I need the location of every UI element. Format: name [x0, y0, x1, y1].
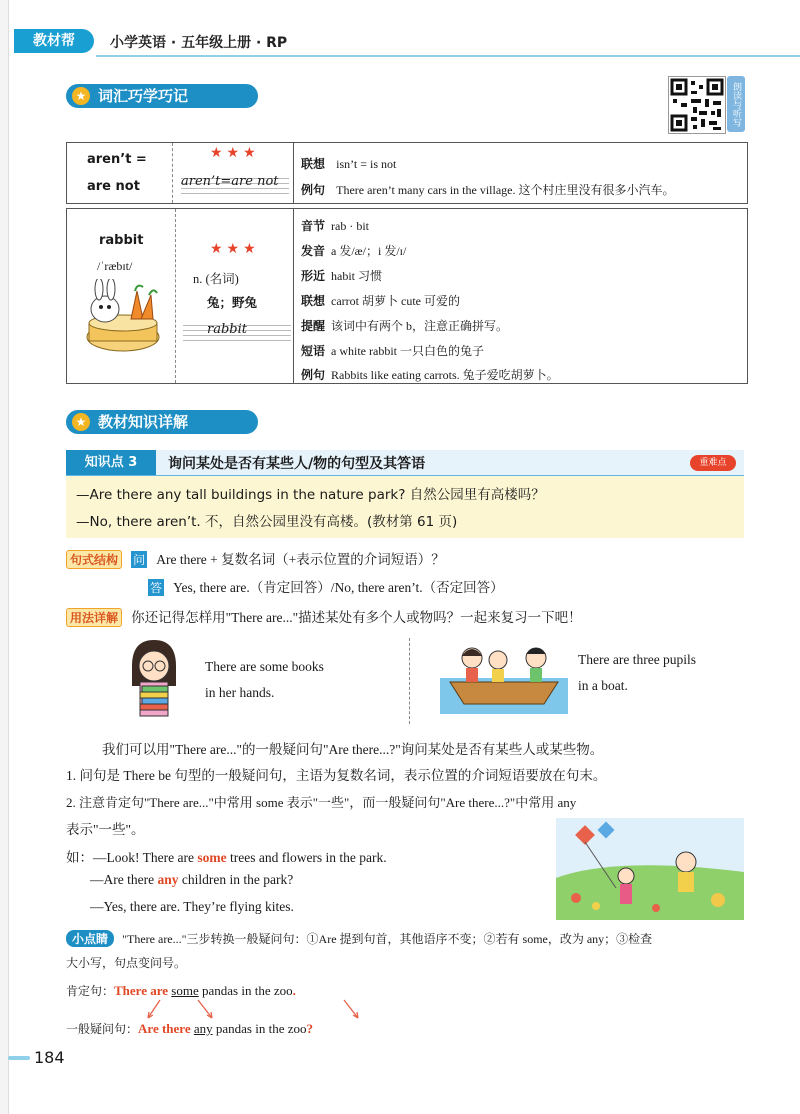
underline-any: any — [193, 1021, 213, 1036]
phonetic: /ˈræbɪt/ — [97, 259, 133, 273]
page-number-decoration — [8, 1056, 30, 1060]
example-text: trees and flowers in the park. — [226, 850, 387, 865]
handwriting-text: aren’t=are not — [181, 174, 279, 189]
transform-arrows — [140, 998, 380, 1022]
girl-with-books-illustration — [118, 636, 190, 722]
affirmative-label: 肯定句： — [66, 984, 115, 998]
brand-logo: 教材帮 — [14, 29, 94, 53]
question-mark-tag: 问 — [133, 553, 146, 567]
page-number: 184 — [34, 1048, 65, 1067]
picture-divider — [409, 638, 411, 724]
vocab-word: aren’t = — [87, 152, 147, 167]
example-sentence-3: —Yes, there are. They’re flying kites. — [90, 899, 294, 914]
question-mark: ? — [306, 1021, 313, 1036]
section-header-knowledge — [66, 410, 258, 434]
explain-intro: 我们可以用"There are..."的一般疑问句"Are there...?"询问某处是否有某些人或某些物。 — [102, 742, 604, 757]
picture-right-caption-2: in a boat. — [578, 678, 628, 693]
explain-point-1: 1. 问句是 There be 句型的一般疑问句，主语为复数名词，表示位置的介词短语要放在句末。 — [66, 768, 607, 783]
row-text: habit 习惯 — [331, 269, 383, 283]
example-text: —Are there — [90, 872, 158, 887]
period-mark: . — [292, 983, 296, 998]
boat-pupils-illustration — [440, 638, 568, 714]
explain-point-2: 2. 注意肯定句"There are..."中常用 some 表示"一些"，而一般疑问句"Are there...?"中常用 any — [66, 795, 577, 810]
row-text: Rabbits like eating carrots. 兔子爱吃胡萝卜。 — [331, 368, 559, 382]
vocab-card-arent — [66, 142, 748, 204]
row-label: 例句 — [301, 183, 326, 197]
knowledge-point-title: 询问某处是否有某些人/物的句型及其答语 — [168, 456, 426, 472]
column-divider — [293, 143, 295, 203]
highlight-some: some — [197, 850, 227, 865]
structure-question: Are there + 复数名词（+表示位置的介词短语）？ — [156, 552, 445, 567]
row-text: 该词中有两个 b，注意正确拼写。 — [331, 319, 509, 333]
rabbit-illustration — [81, 279, 171, 359]
underline-some: some — [171, 983, 199, 998]
picture-left-caption-2: in her hands. — [205, 685, 275, 700]
tip-tag: 小点睛 — [66, 930, 114, 947]
highlight-there-are: There are — [114, 983, 169, 998]
header-divider — [96, 55, 800, 57]
answer-mark-tag: 答 — [149, 581, 162, 595]
star-icon: ★ — [72, 413, 90, 431]
row-label: 短语 — [301, 344, 326, 358]
row-label: 音节 — [301, 219, 326, 233]
structure-answer: Yes, there are.（肯定回答）/No, there aren’t.（否定回答） — [173, 580, 504, 595]
picture-left-caption-1: There are some books — [205, 659, 324, 674]
row-text: rab · bit — [331, 219, 370, 233]
knowledge-example-box — [66, 476, 744, 538]
page-edge — [0, 0, 9, 1114]
book-title: 小学英语 · 五年级上册 · RP — [110, 35, 288, 51]
example-text: 如：—Look! There are — [66, 850, 198, 865]
explain-point-2-cont: 表示"一些"。 — [66, 822, 145, 837]
structure-row-question — [66, 548, 445, 569]
section-header-vocab — [66, 84, 258, 108]
knowledge-point-tag: 知识点 3 — [66, 450, 156, 475]
example-question: —Are there any tall buildings in the nature park? 自然公园里有高楼吗？ — [76, 487, 545, 503]
vocab-card-rabbit — [66, 208, 748, 384]
usage-tag: 用法详解 — [66, 608, 122, 627]
column-divider — [293, 209, 295, 383]
row-label: 形近 — [301, 269, 326, 283]
vocab-word-full: are not — [87, 179, 140, 194]
example-sentence-2 — [90, 872, 293, 888]
row-label: 提醒 — [301, 319, 326, 333]
row-label: 联想 — [301, 294, 326, 308]
row-text: There aren’t many cars in the village. 这个村庄里没有很多小汽车。 — [336, 183, 675, 197]
highlight-any: any — [157, 872, 179, 887]
qr-label: 朗读与听写 — [727, 76, 745, 132]
row-text: a white rabbit 一只白色的兔子 — [331, 344, 484, 358]
example-answer: —No, there aren’t. 不，自然公园里没有高楼。(教材第 61 页) — [76, 514, 458, 530]
row-text: carrot 胡萝卜 cute 可爱的 — [331, 294, 460, 308]
highlight-are-there: Are there — [138, 1021, 191, 1036]
question-sentence — [66, 1020, 313, 1037]
tip-row-1 — [66, 928, 652, 947]
qr-code-icon[interactable] — [668, 76, 726, 134]
sentence-text: pandas in the zoo — [198, 983, 293, 998]
tip-text: "There are..."三步转换一般疑问句：①Are 提到句首，其他语序不变；②若有 some，改为 any；③检查 — [122, 932, 653, 946]
sentence-text: pandas in the zoo — [212, 1021, 307, 1036]
row-label: 发音 — [301, 244, 326, 258]
part-of-speech: n. (名词) — [193, 272, 239, 286]
affirmative-sentence — [66, 982, 296, 999]
example-text: children in the park? — [178, 872, 294, 887]
meaning: 兔；野兔 — [207, 295, 258, 310]
section-title: 教材知识详解 — [98, 413, 189, 431]
row-label: 例句 — [301, 368, 326, 382]
usage-text: 你还记得怎样用"There are..."描述某处有多个人或物吗？一起来复习一下吧！ — [131, 610, 582, 625]
row-text: isn’t = is not — [336, 157, 397, 171]
star-icon: ★ — [72, 87, 90, 105]
handwriting-text: rabbit — [207, 322, 247, 337]
row-label: 联想 — [301, 157, 326, 171]
question-label: 一般疑问句： — [66, 1022, 139, 1036]
example-sentence-1 — [66, 846, 387, 866]
key-point-badge: 重难点 — [690, 455, 736, 471]
picture-right-caption-1: There are three pupils — [578, 652, 697, 667]
vocab-word: rabbit — [99, 233, 144, 248]
column-divider — [172, 143, 174, 203]
park-kites-illustration — [556, 818, 744, 920]
rating-stars: ★★★ — [210, 241, 260, 257]
structure-row-answer — [148, 576, 504, 596]
rating-stars: ★★★ — [210, 145, 260, 161]
usage-row — [66, 606, 582, 627]
tip-text-cont: 大小写，句点变问号。 — [66, 956, 187, 970]
structure-tag: 句式结构 — [66, 550, 122, 569]
section-title: 词汇巧学巧记 — [98, 87, 189, 105]
column-divider — [175, 209, 177, 383]
row-text: a 发/æ/；i 发/ɪ/ — [331, 244, 407, 258]
